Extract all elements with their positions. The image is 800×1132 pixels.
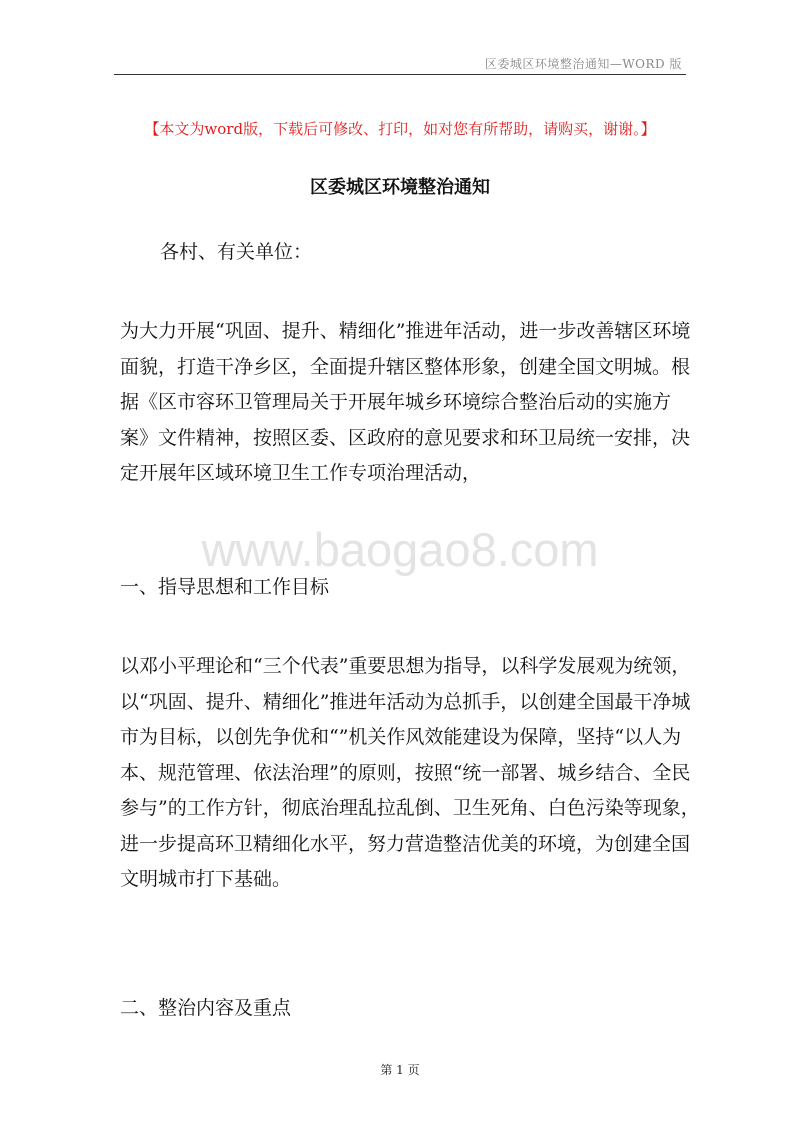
watermark: www.baogao8.com — [201, 523, 599, 576]
paragraph-line: 为大力开展“巩固、提升、精细化”推进年活动，进一步改善辖区环境 — [120, 320, 691, 342]
paragraph-line: 据《区市容环卫管理局关于开展年城乡环境综合整治后动的实施方 — [120, 391, 672, 413]
section-heading-1: 一、指导思想和工作目标 — [120, 576, 330, 598]
paragraph-line: 参与”的工作方针，彻底治理乱拉乱倒、卫生死角、白色污染等现象， — [120, 797, 700, 819]
salutation: 各村、有关单位： — [160, 241, 313, 263]
paragraph-line: 本、规范管理、依法治理”的原则，按照“统一部署、城乡结合、全民 — [120, 761, 691, 784]
paragraph-line: 市为目标，以创先争优和“”机关作风效能建设为保障，坚持“以人为 — [120, 726, 682, 748]
document-title: 区委城区环境整治通知 — [310, 177, 490, 198]
header-rule — [114, 74, 686, 75]
section-heading-2: 二、整治内容及重点 — [120, 997, 292, 1019]
purchase-notice: 【本文为word版，下载后可修改、打印，如对您有所帮助，请购买，谢谢。】 — [144, 120, 656, 138]
paragraph-line: 面貌，打造干净乡区，全面提升辖区整体形象，创建全国文明城。根 — [120, 355, 691, 378]
intro-paragraph — [120, 314, 690, 492]
running-header: 区委城区环境整治通知—WORD 版 — [484, 57, 682, 71]
paragraph-line: 进一步提高环卫精细化水平，努力营造整洁优美的环境，为创建全国 — [120, 832, 691, 855]
paragraph-line: 案》文件精神，按照区委、区政府的意见要求和环卫局统一安排，决 — [120, 426, 691, 449]
guidance-paragraph — [120, 649, 700, 898]
paragraph-line: 定开展年区域环境卫生工作专项治理活动， — [120, 462, 482, 484]
paragraph-line: 以邓小平理论和“三个代表”重要思想为指导，以科学发展观为统领， — [120, 655, 691, 677]
paragraph-line: 以“巩固、提升、精细化”推进年活动为总抓手，以创建全国最干净城 — [120, 690, 691, 713]
page-number: 第 1 页 — [380, 1063, 420, 1077]
paragraph-line: 文明城市打下基础。 — [120, 868, 292, 890]
